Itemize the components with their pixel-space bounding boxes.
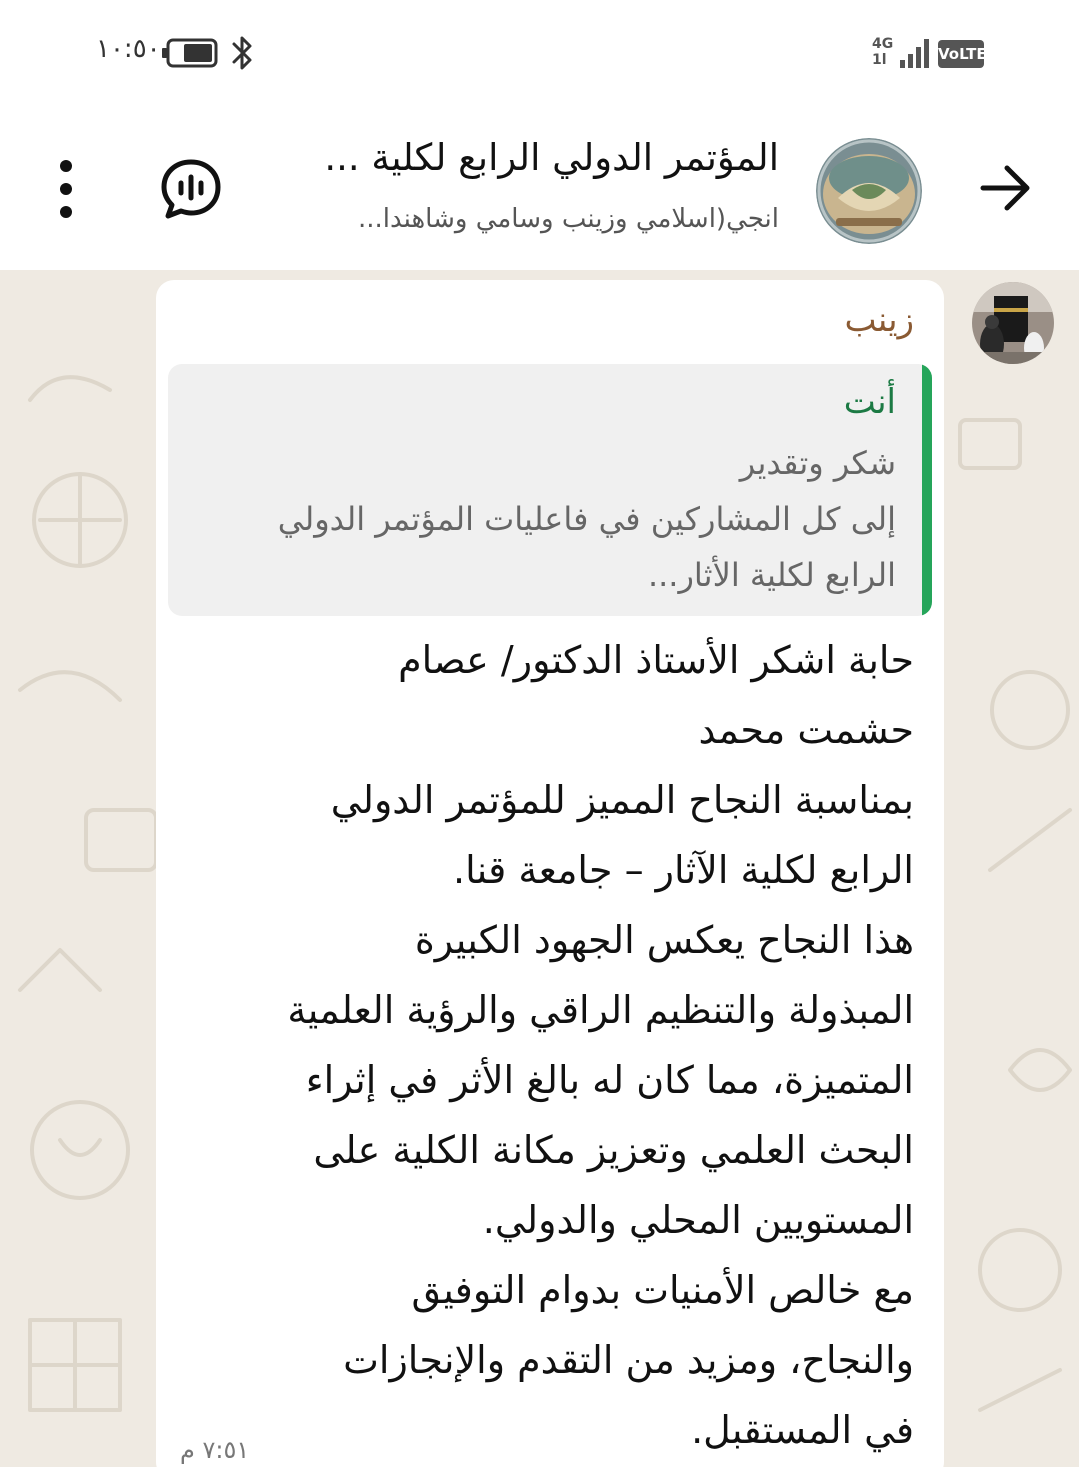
quoted-line: إلى كل المشاركين في فاعليات المؤتمر الدولي (277, 500, 896, 538)
message-line: المبذولة والتنظيم الراقي والرؤية العلمية (287, 988, 914, 1032)
message-line: بمناسبة النجاح المميز للمؤتمر الدولي (330, 778, 914, 822)
status-bar (0, 0, 1079, 100)
message-line: هذا النجاح يعكس الجهود الكبيرة (414, 918, 914, 962)
battery-icon (162, 38, 218, 68)
bluetooth-icon (228, 34, 256, 72)
group-avatar[interactable] (816, 138, 922, 244)
message-line: مع خالص الأمنيات بدوام التوفيق (411, 1268, 914, 1312)
sender-avatar[interactable] (972, 282, 1054, 364)
message-line: حابة اشكر الأستاذ الدكتور/ عصام (398, 638, 914, 682)
back-arrow-icon[interactable] (975, 158, 1035, 218)
quoted-line: شكر وتقدير (739, 444, 896, 482)
network-type-bottom: 1l (872, 52, 887, 68)
signal-icon (898, 36, 932, 70)
message-line: المستويين المحلي والدولي. (482, 1198, 914, 1242)
network-type-top: 4G (872, 36, 894, 52)
quote-accent-bar (922, 364, 932, 616)
message-line: الرابع لكلية الآثار – جامعة قنا. (453, 848, 914, 892)
sender-name[interactable]: زينب (844, 300, 914, 340)
message-line: والنجاح، ومزيد من التقدم والإنجازات (343, 1338, 914, 1382)
quoted-message[interactable] (168, 364, 932, 616)
quoted-line: الرابع لكلية الأثار... (647, 556, 896, 594)
chat-title[interactable]: المؤتمر الدولي الرابع لكلية ... (324, 136, 779, 179)
network-type-label (872, 36, 893, 68)
chat-area[interactable] (0, 270, 1079, 1467)
voice-chat-icon[interactable] (158, 156, 224, 222)
quoted-author: أنت (843, 382, 896, 422)
chat-participants[interactable]: انجي(اسلامي وزينب وسامي وشاهندا... (357, 204, 779, 234)
message-timestamp: ٧:٥١ م (180, 1436, 250, 1464)
volte-badge: VoLTE (938, 40, 984, 68)
chat-header (0, 100, 1079, 270)
message-line: حشمت محمد (698, 708, 914, 752)
message-line: في المستقبل. (691, 1408, 914, 1452)
status-time: ١٠:٥٠ (96, 34, 161, 64)
message-bubble[interactable] (156, 280, 944, 1467)
more-options-icon[interactable] (46, 158, 86, 220)
message-line: المتميزة، مما كان له بالغ الأثر في إثراء (305, 1058, 914, 1102)
message-line: البحث العلمي وتعزيز مكانة الكلية على (313, 1128, 914, 1172)
